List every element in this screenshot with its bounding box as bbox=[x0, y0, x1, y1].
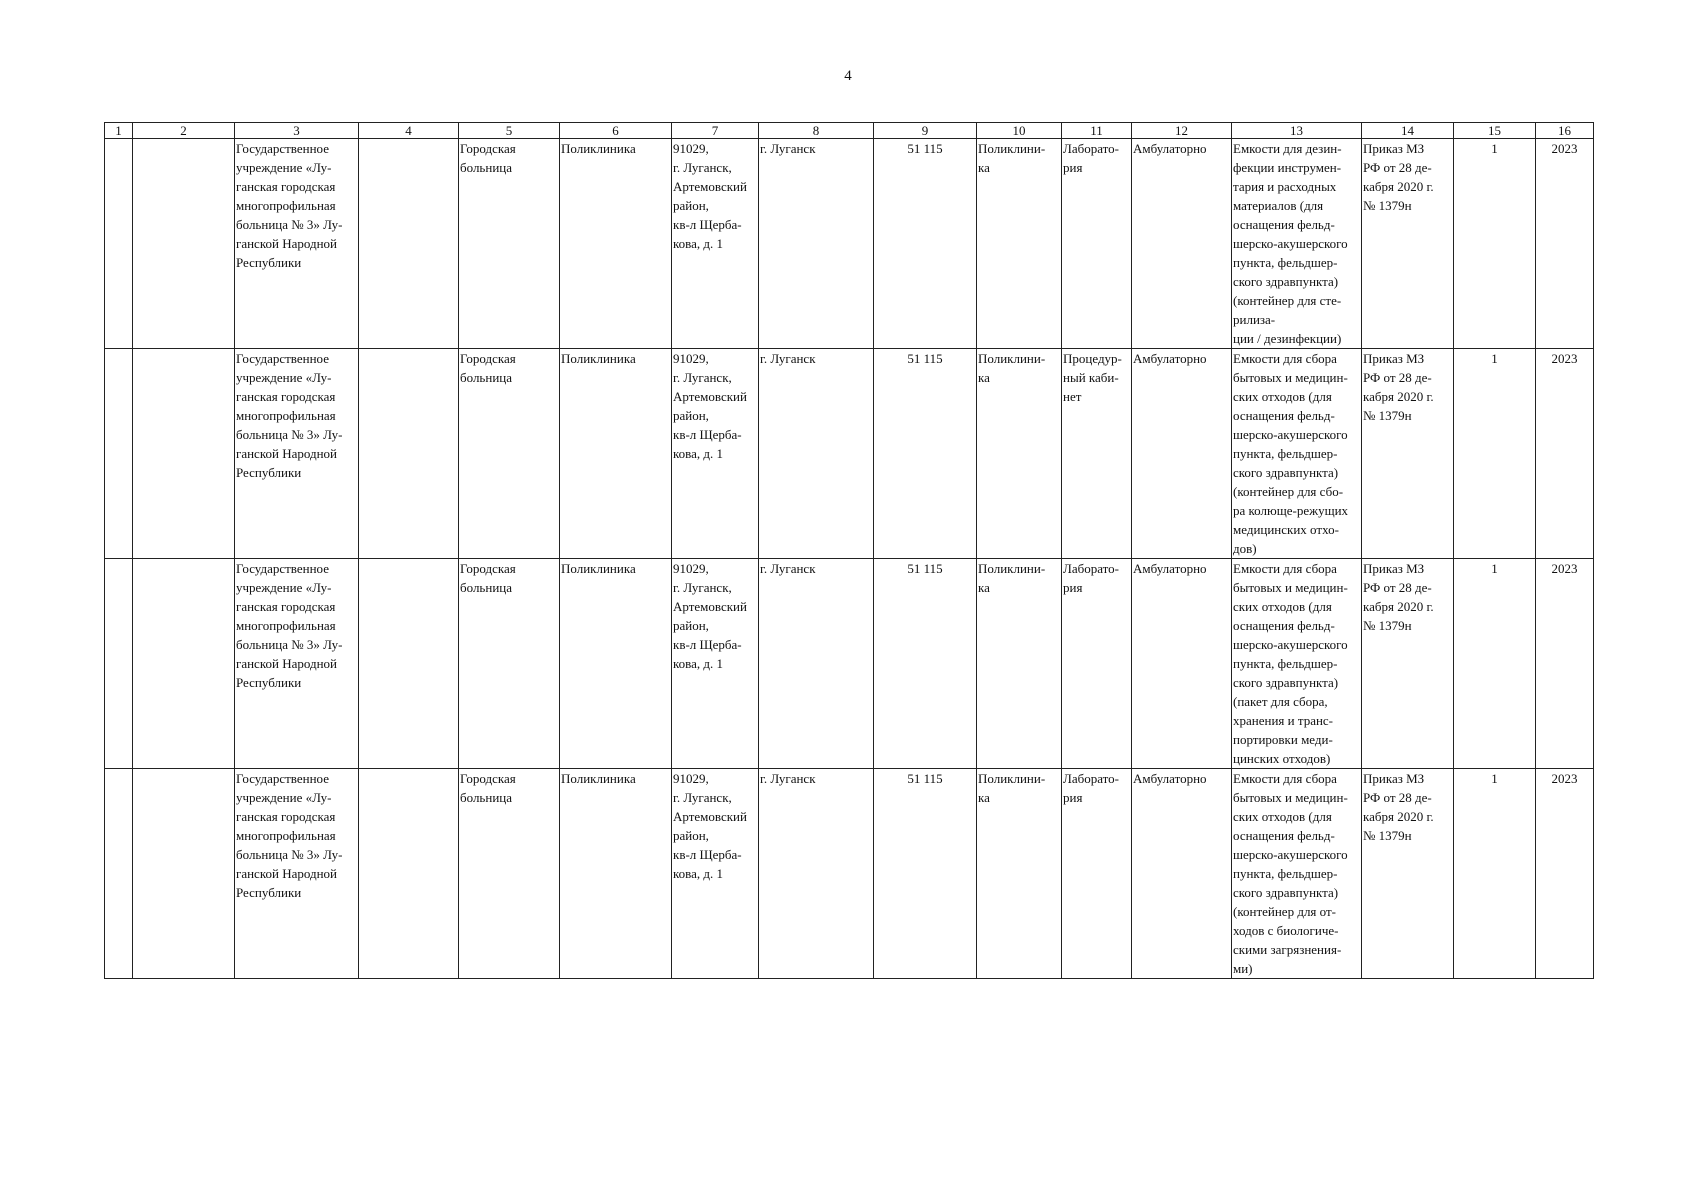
cell-regulation: Приказ МЗ РФ от 28 де- кабря 2020 г. № 1379н bbox=[1362, 559, 1454, 769]
cell-room: Процедур- ный каби- нет bbox=[1062, 349, 1132, 559]
column-header: 8 bbox=[759, 123, 874, 139]
cell-population: 51 115 bbox=[874, 349, 977, 559]
cell-room: Лаборато- рия bbox=[1062, 559, 1132, 769]
cell-year: 2023 bbox=[1536, 559, 1594, 769]
cell-equipment: Емкости для сбора бытовых и медицин- ских отходов (для оснащения фельд- шерско-акушерского пункта, фельдшер- ского здравпункта) (контейнер для сбо- ра колюще-режущих медицинских отхо- дов) bbox=[1232, 349, 1362, 559]
cell-institution-type: Городская больница bbox=[459, 769, 560, 979]
column-header: 4 bbox=[359, 123, 459, 139]
cell-year: 2023 bbox=[1536, 349, 1594, 559]
equipment-table bbox=[104, 122, 1594, 979]
cell-unit: Поликлини- ка bbox=[977, 139, 1062, 349]
column-header: 16 bbox=[1536, 123, 1594, 139]
cell-room: Лаборато- рия bbox=[1062, 139, 1132, 349]
table-row bbox=[105, 349, 1594, 559]
cell-equipment: Емкости для сбора бытовых и медицин- ских отходов (для оснащения фельд- шерско-акушерского пункта, фельдшер- ского здравпункта) (пакет для сбора, хранения и транс- портировки меди- цинских отходов) bbox=[1232, 559, 1362, 769]
cell-care-form: Амбулаторно bbox=[1132, 349, 1232, 559]
cell-city: г. Луганск bbox=[759, 349, 874, 559]
column-number-row bbox=[105, 123, 1594, 139]
cell-quantity: 1 bbox=[1454, 559, 1536, 769]
cell-quantity: 1 bbox=[1454, 769, 1536, 979]
cell-year: 2023 bbox=[1536, 139, 1594, 349]
cell-equipment: Емкости для дезин- фекции инструмен- тария и расходных материалов (для оснащения фельд- шерско-акушерского пункта, фельдшер- ского здравпункта) (контейнер для сте- рилиза- ции / дезинфекции) bbox=[1232, 139, 1362, 349]
cell-col4 bbox=[359, 139, 459, 349]
column-header: 1 bbox=[105, 123, 133, 139]
column-header: 6 bbox=[560, 123, 672, 139]
column-header: 7 bbox=[672, 123, 759, 139]
cell-col2 bbox=[133, 559, 235, 769]
cell-city: г. Луганск bbox=[759, 139, 874, 349]
column-header: 15 bbox=[1454, 123, 1536, 139]
cell-regulation: Приказ МЗ РФ от 28 де- кабря 2020 г. № 1379н bbox=[1362, 349, 1454, 559]
column-header: 13 bbox=[1232, 123, 1362, 139]
cell-population: 51 115 bbox=[874, 769, 977, 979]
cell-institution-type: Городская больница bbox=[459, 139, 560, 349]
cell-organization: Государственное учреждение «Лу- ганская городская многопрофильная больница № 3» Лу- ганской Народной Республики bbox=[235, 559, 359, 769]
table-row bbox=[105, 769, 1594, 979]
table-row bbox=[105, 139, 1594, 349]
cell-address: 91029, г. Луганск, Артемовский район, кв-л Щерба- кова, д. 1 bbox=[672, 559, 759, 769]
cell-regulation: Приказ МЗ РФ от 28 де- кабря 2020 г. № 1379н bbox=[1362, 769, 1454, 979]
cell-population: 51 115 bbox=[874, 559, 977, 769]
cell-col1 bbox=[105, 349, 133, 559]
cell-col2 bbox=[133, 769, 235, 979]
cell-col4 bbox=[359, 769, 459, 979]
cell-col1 bbox=[105, 769, 133, 979]
column-header: 11 bbox=[1062, 123, 1132, 139]
cell-unit: Поликлини- ка bbox=[977, 559, 1062, 769]
cell-room: Лаборато- рия bbox=[1062, 769, 1132, 979]
cell-subdivision: Поликлиника bbox=[560, 769, 672, 979]
cell-city: г. Луганск bbox=[759, 559, 874, 769]
cell-address: 91029, г. Луганск, Артемовский район, кв-л Щерба- кова, д. 1 bbox=[672, 769, 759, 979]
cell-col1 bbox=[105, 139, 133, 349]
table-row bbox=[105, 559, 1594, 769]
cell-address: 91029, г. Луганск, Артемовский район, кв-л Щерба- кова, д. 1 bbox=[672, 349, 759, 559]
cell-col2 bbox=[133, 139, 235, 349]
cell-subdivision: Поликлиника bbox=[560, 559, 672, 769]
cell-organization: Государственное учреждение «Лу- ганская городская многопрофильная больница № 3» Лу- ганской Народной Республики bbox=[235, 349, 359, 559]
cell-col4 bbox=[359, 559, 459, 769]
cell-care-form: Амбулаторно bbox=[1132, 559, 1232, 769]
cell-quantity: 1 bbox=[1454, 139, 1536, 349]
cell-organization: Государственное учреждение «Лу- ганская городская многопрофильная больница № 3» Лу- ганской Народной Республики bbox=[235, 139, 359, 349]
cell-institution-type: Городская больница bbox=[459, 559, 560, 769]
cell-care-form: Амбулаторно bbox=[1132, 139, 1232, 349]
column-header: 14 bbox=[1362, 123, 1454, 139]
cell-equipment: Емкости для сбора бытовых и медицин- ских отходов (для оснащения фельд- шерско-акушерского пункта, фельдшер- ского здравпункта) (контейнер для от- ходов с биологиче- скими загрязнения- ми) bbox=[1232, 769, 1362, 979]
cell-care-form: Амбулаторно bbox=[1132, 769, 1232, 979]
cell-year: 2023 bbox=[1536, 769, 1594, 979]
cell-subdivision: Поликлиника bbox=[560, 139, 672, 349]
cell-organization: Государственное учреждение «Лу- ганская городская многопрофильная больница № 3» Лу- ганской Народной Республики bbox=[235, 769, 359, 979]
cell-col1 bbox=[105, 559, 133, 769]
column-header: 12 bbox=[1132, 123, 1232, 139]
cell-address: 91029, г. Луганск, Артемовский район, кв-л Щерба- кова, д. 1 bbox=[672, 139, 759, 349]
column-header: 5 bbox=[459, 123, 560, 139]
cell-unit: Поликлини- ка bbox=[977, 769, 1062, 979]
cell-unit: Поликлини- ка bbox=[977, 349, 1062, 559]
cell-institution-type: Городская больница bbox=[459, 349, 560, 559]
cell-col2 bbox=[133, 349, 235, 559]
column-header: 9 bbox=[874, 123, 977, 139]
column-header: 3 bbox=[235, 123, 359, 139]
cell-city: г. Луганск bbox=[759, 769, 874, 979]
cell-subdivision: Поликлиника bbox=[560, 349, 672, 559]
column-header: 10 bbox=[977, 123, 1062, 139]
column-header: 2 bbox=[133, 123, 235, 139]
cell-regulation: Приказ МЗ РФ от 28 де- кабря 2020 г. № 1379н bbox=[1362, 139, 1454, 349]
cell-quantity: 1 bbox=[1454, 349, 1536, 559]
cell-population: 51 115 bbox=[874, 139, 977, 349]
cell-col4 bbox=[359, 349, 459, 559]
page-number: 4 bbox=[844, 68, 852, 84]
